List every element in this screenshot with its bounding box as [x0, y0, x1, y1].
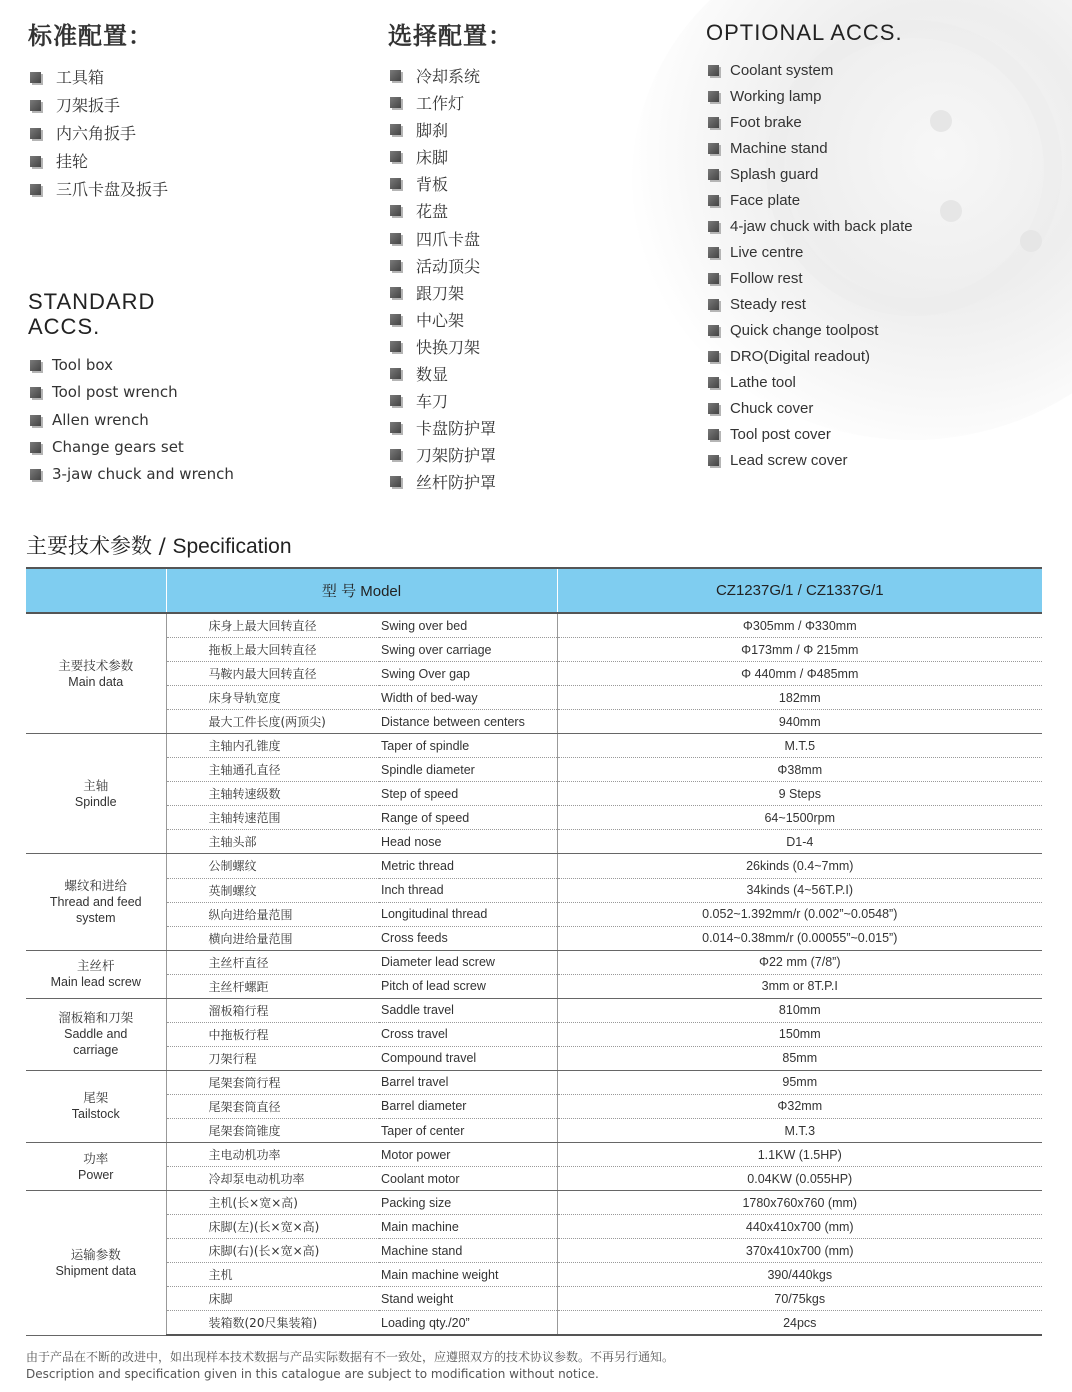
spec-param-cn: 横向进给量范围 [166, 926, 379, 950]
spec-row [26, 1094, 1042, 1118]
spec-value: 34kinds (4~56T.P.I) [557, 878, 1042, 902]
standard-list-en [28, 352, 234, 488]
accessory-item: Lead screw cover [706, 448, 913, 474]
background-dot [940, 200, 962, 222]
spec-group-en: Thread and feed system [49, 895, 142, 926]
accessory-item: Lathe tool [706, 370, 913, 396]
spec-row [26, 926, 1042, 950]
spec-row [26, 1191, 1042, 1215]
spec-group-cn: 溜板箱和刀架 [58, 1011, 134, 1026]
spec-header-row [26, 568, 1042, 613]
spec-param-en: Width of bed-way [379, 686, 557, 710]
spec-param-cn: 冷却泵电动机功率 [166, 1167, 379, 1191]
accessory-item: Steady rest [706, 292, 913, 318]
spec-value: 9 Steps [557, 782, 1042, 806]
accessory-item: 工作灯 [388, 90, 513, 117]
optional-accs-en [706, 20, 913, 474]
accessory-item: DRO(Digital readout) [706, 344, 913, 370]
spec-row [26, 638, 1042, 662]
spec-group-cn: 螺纹和进给 [64, 879, 127, 894]
accessory-item: Allen wrench [28, 407, 234, 434]
accessory-item: 挂轮 [28, 148, 168, 176]
accessory-item: 脚刹 [388, 117, 513, 144]
spec-param-en: Range of speed [379, 806, 557, 830]
accessory-item: 冷却系统 [388, 63, 513, 90]
spec-param-en: Coolant motor [379, 1167, 557, 1191]
spec-row [26, 806, 1042, 830]
optional-heading-cn: 选择配置： [388, 22, 513, 50]
spec-param-en: Swing over carriage [379, 638, 557, 662]
spec-param-cn: 中拖板行程 [166, 1022, 379, 1046]
spec-param-cn: 主机 [166, 1263, 379, 1287]
spec-row [26, 1215, 1042, 1239]
spec-row [26, 710, 1042, 734]
spec-title [26, 530, 292, 560]
spec-param-en: Barrel travel [379, 1070, 557, 1094]
spec-param-cn: 主轴转速范围 [166, 806, 379, 830]
accessory-item: Follow rest [706, 266, 913, 292]
accessory-item: 中心架 [388, 307, 513, 334]
spec-param-cn: 床脚(左)(长×宽×高) [166, 1215, 379, 1239]
spec-value: Φ305mm / Φ330mm [557, 613, 1042, 638]
spec-param-en: Saddle travel [379, 998, 557, 1022]
spec-param-en: Main machine [379, 1215, 557, 1239]
accessory-item: 刀架防护罩 [388, 442, 513, 469]
spec-param-cn: 主机(长×宽×高) [166, 1191, 379, 1215]
spec-row [26, 854, 1042, 878]
accessory-item: 快换刀架 [388, 334, 513, 361]
footer-note [26, 1349, 674, 1383]
spec-param-cn: 刀架行程 [166, 1046, 379, 1070]
spec-value: 95mm [557, 1070, 1042, 1094]
accessory-item: Quick change toolpost [706, 318, 913, 344]
spec-row [26, 782, 1042, 806]
spec-group-cn: 功率 [83, 1151, 109, 1166]
spec-row [26, 686, 1042, 710]
spec-group-en: Main data [68, 674, 124, 689]
spec-value: 370x410x700 (mm) [557, 1239, 1042, 1263]
spec-group-cn: 主丝杆 [76, 959, 115, 974]
spec-row [26, 1118, 1042, 1142]
spec-group-label [26, 613, 166, 734]
accessory-item: 内六角扳手 [28, 120, 168, 148]
spec-param-cn: 最大工件长度(两顶尖) [166, 710, 379, 734]
spec-row [26, 1070, 1042, 1094]
spec-row [26, 878, 1042, 902]
spec-value: 440x410x700 (mm) [557, 1215, 1042, 1239]
spec-param-cn: 床身导轨宽度 [166, 686, 379, 710]
accessory-item: 卡盘防护罩 [388, 415, 513, 442]
spec-param-en: Swing over bed [379, 613, 557, 638]
spec-value: 0.014~0.38mm/r (0.00055”~0.015”) [557, 926, 1042, 950]
spec-value: 24pcs [557, 1311, 1042, 1336]
spec-param-en: Distance between centers [379, 710, 557, 734]
spec-value: 70/75kgs [557, 1287, 1042, 1311]
accessory-item: Machine stand [706, 136, 913, 162]
spec-value: M.T.5 [557, 734, 1042, 758]
spec-param-cn: 主轴转速级数 [166, 782, 379, 806]
spec-value: 1780x760x760 (mm) [557, 1191, 1042, 1215]
spec-param-cn: 主丝杆螺距 [166, 974, 379, 998]
spec-group-cn: 运输参数 [70, 1248, 121, 1263]
spec-table-body [26, 613, 1042, 1335]
accessory-item: 活动顶尖 [388, 253, 513, 280]
spec-param-en: Cross travel [379, 1022, 557, 1046]
spec-row [26, 902, 1042, 926]
spec-param-en: Machine stand [379, 1239, 557, 1263]
spec-param-cn: 马鞍内最大回转直径 [166, 662, 379, 686]
accessory-item: Tool post wrench [28, 379, 234, 406]
accessory-item: 数显 [388, 361, 513, 388]
spec-value: Φ22 mm (7/8”) [557, 950, 1042, 974]
accessory-item: Tool box [28, 352, 234, 379]
accessory-item: Splash guard [706, 162, 913, 188]
spec-group-en: Saddle and carriage [64, 1027, 128, 1058]
spec-row [26, 1263, 1042, 1287]
accessory-item: Chuck cover [706, 396, 913, 422]
spec-group-en: Power [78, 1167, 114, 1182]
spec-param-en: Metric thread [379, 854, 557, 878]
spec-param-en: Inch thread [379, 878, 557, 902]
spec-param-en: Step of speed [379, 782, 557, 806]
spec-group-cn: 主要技术参数 [58, 658, 134, 673]
spec-group-en: Shipment data [55, 1264, 137, 1279]
spec-group-en: Main lead screw [50, 975, 141, 990]
accessory-item: 刀架扳手 [28, 92, 168, 120]
spec-param-cn: 床脚 [166, 1287, 379, 1311]
spec-param-cn: 主轴通孔直径 [166, 758, 379, 782]
accessory-item: Coolant system [706, 58, 913, 84]
spec-value: Φ 440mm / Φ485mm [557, 662, 1042, 686]
standard-heading-en-line1: STANDARD [28, 289, 156, 314]
spec-row [26, 1311, 1042, 1336]
spec-value: 940mm [557, 710, 1042, 734]
spec-param-cn: 主轴头部 [166, 830, 379, 854]
spec-row [26, 758, 1042, 782]
accessory-item: Working lamp [706, 84, 913, 110]
spec-param-en: Barrel diameter [379, 1094, 557, 1118]
spec-value: 150mm [557, 1022, 1042, 1046]
spec-param-cn: 英制螺纹 [166, 878, 379, 902]
spec-param-cn: 主丝杆直径 [166, 950, 379, 974]
standard-accs-cn [28, 16, 168, 204]
accessory-item: 背板 [388, 171, 513, 198]
spec-row [26, 950, 1042, 974]
spec-value: Φ38mm [557, 758, 1042, 782]
spec-group-en: Spindle [74, 794, 117, 809]
spec-group-label [26, 734, 166, 854]
spec-group-label [26, 998, 166, 1070]
spec-value: D1-4 [557, 830, 1042, 854]
spec-group-label [26, 1143, 166, 1191]
spec-param-en: Packing size [379, 1191, 557, 1215]
spec-param-cn: 床身上最大回转直径 [166, 613, 379, 638]
spec-param-cn: 拖板上最大回转直径 [166, 638, 379, 662]
footer-en: Description and specification given in this catalogue are subject to modification without notice. [26, 1367, 599, 1381]
accessory-item: 工具箱 [28, 64, 168, 92]
spec-value: 182mm [557, 686, 1042, 710]
optional-heading-en: OPTIONAL ACCS. [706, 20, 903, 45]
spec-param-en: Motor power [379, 1143, 557, 1167]
standard-list-cn [28, 64, 168, 204]
spec-param-en: Diameter lead screw [379, 950, 557, 974]
spec-value: Φ173mm / Φ 215mm [557, 638, 1042, 662]
header-value: CZ1237G/1 / CZ1337G/1 [557, 568, 1042, 613]
spec-param-cn: 主轴内孔锥度 [166, 734, 379, 758]
spec-row [26, 830, 1042, 854]
spec-value: 3mm or 8T.P.I [557, 974, 1042, 998]
standard-heading-cn: 标准配置： [28, 22, 153, 50]
spec-row [26, 1046, 1042, 1070]
accessory-item: Tool post cover [706, 422, 913, 448]
spec-param-cn: 溜板箱行程 [166, 998, 379, 1022]
spec-param-cn: 主电动机功率 [166, 1143, 379, 1167]
spec-value: 1.1KW (1.5HP) [557, 1143, 1042, 1167]
spec-group-label [26, 1191, 166, 1336]
spec-row [26, 1022, 1042, 1046]
spec-group-label [26, 950, 166, 998]
spec-row [26, 1287, 1042, 1311]
spec-param-cn: 尾架套筒直径 [166, 1094, 379, 1118]
spec-value: M.T.3 [557, 1118, 1042, 1142]
spec-param-en: Main machine weight [379, 1263, 557, 1287]
spec-param-en: Taper of spindle [379, 734, 557, 758]
spec-title-en: Specification [172, 535, 292, 558]
header-blank [26, 568, 166, 613]
spec-value: 85mm [557, 1046, 1042, 1070]
spec-value: 0.052~1.392mm/r (0.002”~0.0548”) [557, 902, 1042, 926]
spec-row [26, 1239, 1042, 1263]
spec-param-en: Cross feeds [379, 926, 557, 950]
accessory-item: 4-jaw chuck with back plate [706, 214, 913, 240]
spec-group-label [26, 854, 166, 950]
background-dot [1020, 230, 1042, 252]
spec-value: 390/440kgs [557, 1263, 1042, 1287]
spec-param-en: Spindle diameter [379, 758, 557, 782]
spec-row [26, 613, 1042, 638]
footer-cn: 由于产品在不断的改进中，如出现样本技术数据与产品实际数据有不一致处，应遵照双方的技术协议参数。不再另行通知。 [26, 1350, 675, 1364]
accessory-item: 3-jaw chuck and wrench [28, 461, 234, 488]
spec-param-en: Head nose [379, 830, 557, 854]
spec-value: 0.04KW (0.055HP) [557, 1167, 1042, 1191]
accessory-item: 三爪卡盘及扳手 [28, 176, 168, 204]
spec-group-en: Tailstock [71, 1107, 120, 1122]
spec-param-en: Pitch of lead screw [379, 974, 557, 998]
accessory-item: 车刀 [388, 388, 513, 415]
spec-value: 26kinds (0.4~7mm) [557, 854, 1042, 878]
accessory-item: 丝杆防护罩 [388, 469, 513, 496]
spec-param-cn: 尾架套筒行程 [166, 1070, 379, 1094]
header-model: 型 号 Model [166, 568, 557, 613]
optional-list-en [706, 58, 913, 474]
accessory-item: 四爪卡盘 [388, 226, 513, 253]
accessory-item: Change gears set [28, 434, 234, 461]
spec-row [26, 662, 1042, 686]
standard-heading-en-line2: ACCS. [28, 314, 101, 339]
spec-value: Φ32mm [557, 1094, 1042, 1118]
spec-group-label [26, 1070, 166, 1142]
accessory-item: Foot brake [706, 110, 913, 136]
spec-title-cn: 主要技术参数 / [26, 534, 173, 558]
spec-row [26, 1167, 1042, 1191]
background-dot [930, 110, 952, 132]
spec-param-en: Compound travel [379, 1046, 557, 1070]
spec-row [26, 974, 1042, 998]
accessory-item: Face plate [706, 188, 913, 214]
spec-param-cn: 装箱数(20尺集装箱) [166, 1311, 379, 1336]
spec-param-en: Loading qty./20” [379, 1311, 557, 1336]
spec-param-en: Swing Over gap [379, 662, 557, 686]
spec-param-en: Stand weight [379, 1287, 557, 1311]
spec-row [26, 998, 1042, 1022]
accessory-item: 跟刀架 [388, 280, 513, 307]
spec-row [26, 1143, 1042, 1167]
accessory-item: 花盘 [388, 198, 513, 225]
spec-group-cn: 主轴 [83, 778, 109, 793]
spec-param-cn: 床脚(右)(长×宽×高) [166, 1239, 379, 1263]
spec-row [26, 734, 1042, 758]
optional-list-cn [388, 63, 513, 497]
standard-accs-en [28, 289, 234, 488]
accessory-item: 床脚 [388, 144, 513, 171]
spec-param-cn: 纵向进给量范围 [166, 902, 379, 926]
spec-param-en: Longitudinal thread [379, 902, 557, 926]
spec-value: 810mm [557, 998, 1042, 1022]
spec-value: 64~1500rpm [557, 806, 1042, 830]
spec-param-cn: 尾架套筒锥度 [166, 1118, 379, 1142]
spec-param-cn: 公制螺纹 [166, 854, 379, 878]
spec-param-en: Taper of center [379, 1118, 557, 1142]
accessory-item: Live centre [706, 240, 913, 266]
spec-group-cn: 尾架 [83, 1091, 109, 1106]
spec-table [26, 567, 1042, 1336]
optional-accs-cn [388, 16, 513, 497]
